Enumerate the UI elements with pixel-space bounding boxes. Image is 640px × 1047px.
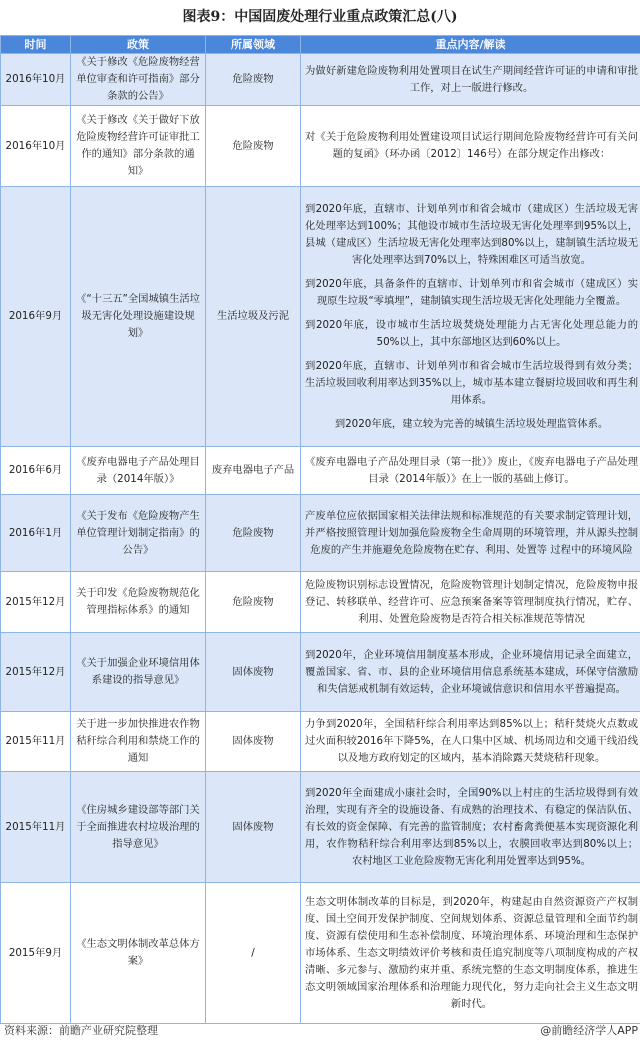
cell-field: 固体废物 bbox=[206, 772, 301, 883]
cell-content bbox=[301, 633, 640, 712]
content-paragraph: 《废弃电器电子产品处理目录（第一批）》废止，《废弃电器电子产品处理目录（2014年版）》在上一版的基础上修订。 bbox=[305, 455, 638, 485]
content-paragraph: 产废单位应依据国家相关法律法规和标准规范的有关要求制定管理计划，并严格按照管理计划加强危险废物全生命周期的环境管理，并从源头控制危废的产生并施避免危险废物在贮存、利用、处置等 过程中的环境风险 bbox=[305, 509, 638, 556]
cell-field: 危险废物 bbox=[206, 572, 301, 633]
content-paragraph: 力争到2020年，全国秸秆综合利用率达到85%以上；秸秆焚烧火点数或过火面积较2016年下降5%，在人口集中区域、机场周边和交通干线沿线以及地方政府划定的区域内，基本消除露天焚烧秸秆现象。 bbox=[305, 718, 638, 764]
content-paragraph: 到2020年底，直辖市、计划单列市和省会城市（建成区）生活垃圾无害化处理率达到100%；其他设市城市生活垃圾无害化处理率到95%以上，县城（建成区）生活垃圾无害化处理率达到80%以上，建制镇生活垃圾无害化处理率达到70%以上，特殊困难区可适当放宽。 bbox=[305, 202, 638, 266]
source-note: 资料来源：前瞻产业研究院整理 bbox=[4, 1024, 158, 1037]
header-content: 重点内容/解读 bbox=[301, 36, 640, 54]
page-title: 图表9：中国固废处理行业重点政策汇总(八) bbox=[182, 9, 458, 25]
cell-policy: 《关于修改《危险废物经营单位审查和许可指南》部分条款的公告》 bbox=[71, 54, 206, 106]
cell-content bbox=[301, 772, 640, 883]
cell-field: 危险废物 bbox=[206, 495, 301, 572]
cell-field: 危险废物 bbox=[206, 106, 301, 187]
content-paragraph: 对《关于危险废物利用处置建设项目试运行期间危险废物经营许可有关问题的复函》（环办函〔2012〕146号）在部分规定作出修改： bbox=[305, 131, 638, 160]
cell-policy: 《关于发布《危险废物产生单位管理计划制定指南》的公告》 bbox=[71, 495, 206, 572]
cell-time: 2016年10月 bbox=[1, 106, 71, 187]
cell-field: 固体废物 bbox=[206, 712, 301, 772]
table-row bbox=[1, 572, 640, 633]
brand-credit: @前瞻经济学人APP bbox=[540, 1024, 638, 1037]
cell-policy: 关于印发《危险废物规范化管理指标体系》的通知 bbox=[71, 572, 206, 633]
content-paragraph: 到2020年底，直辖市、计划单列市和省会城市生活垃圾得到有效分类；生活垃圾回收利用率达到35%以上，城市基本建立餐厨垃圾回收和再生利用体系。 bbox=[305, 359, 638, 406]
cell-content bbox=[301, 187, 640, 447]
content-paragraph: 生态文明体制改革的目标是，到2020年，构建起由自然资源资产产权制度、国土空间开发保护制度、空间规划体系、资源总量管理和全面节约制度、资源有偿使用和生态补偿制度、环境治理体系、环境治理和生态保护市场体系、生态文明绩效评价考核和责任追究制度等八项制度构成的产权清晰、多元参与、激励约束并重、系统完整的生态文明制度体系，推进生态文明领域国家治理体系和治理能力现代化，努力走向社会主义生态文明新时代。 bbox=[305, 895, 638, 1010]
cell-time: 2016年6月 bbox=[1, 447, 71, 495]
cell-content bbox=[301, 712, 640, 772]
content-paragraph: 到2020年，企业环境信用制度基本形成，企业环境信用记录全面建立，覆盖国家、省、市、县的企业环境信用信息系统基本建成，环保守信激励和失信惩戒机制有效运转，企业环境诚信意识和信用水平普遍提高。 bbox=[305, 648, 638, 695]
cell-policy: 《关于加强企业环境信用体系建设的指导意见》 bbox=[71, 633, 206, 712]
cell-content bbox=[301, 54, 640, 106]
cell-field: 废弃电器电子产品 bbox=[206, 447, 301, 495]
cell-time: 2015年12月 bbox=[1, 633, 71, 712]
cell-field: 危险废物 bbox=[206, 54, 301, 106]
table-row bbox=[1, 187, 640, 447]
table-row bbox=[1, 495, 640, 572]
table-row bbox=[1, 712, 640, 772]
content-paragraph: 到2020年底，建立较为完善的城镇生活垃圾处理监管体系。 bbox=[334, 417, 609, 430]
content-paragraph: 危险废物识别标志设置情况，危险废物管理计划制定情况，危险废物申报登记、转移联单、经营许可、应急预案备案等管理制度执行情况，贮存、利用、处置危险废物是否符合相关标准规范等情况 bbox=[305, 578, 638, 625]
content-paragraph: 到2020年全面建成小康社会时，全国90%以上村庄的生活垃圾得到有效治理，实现有齐全的设施设备、有成熟的治理技术、有稳定的保洁队伍、有长效的资金保障、有完善的监管制度；农村畜禽粪便基本实现资源化利用，农作物秸秆综合利用率达到85%以上，农膜回收率达到80%以上；农村地区工业危险废物无害化利用处置率达到95%。 bbox=[305, 786, 638, 867]
cell-time: 2016年10月 bbox=[1, 54, 71, 106]
cell-field: 生活垃圾及污泥 bbox=[206, 187, 301, 447]
cell-content bbox=[301, 572, 640, 633]
cell-content bbox=[301, 447, 640, 495]
cell-time: 2015年11月 bbox=[1, 712, 71, 772]
content-paragraph: 到2020年底，设市城市生活垃圾焚烧处理能力占无害化处理总能力的50%以上，其中东部地区达到60%以上。 bbox=[305, 318, 638, 348]
cell-content bbox=[301, 883, 640, 1024]
table-row bbox=[1, 633, 640, 712]
content-paragraph: 到2020年底，具备条件的直辖市、计划单列市和省会城市（建成区）实现原生垃圾“零填埋”，建制镇实现生活垃圾无害化处理能力全覆盖。 bbox=[305, 277, 638, 307]
policy-table bbox=[0, 35, 640, 1024]
table-row bbox=[1, 54, 640, 106]
cell-field: 固体废物 bbox=[206, 633, 301, 712]
table-row bbox=[1, 447, 640, 495]
content-paragraph: 为做好新建危险废物利用处置项目在试生产期间经营许可证的申请和审批工作，对上一版进行修改。 bbox=[305, 64, 638, 94]
cell-policy: 《废弃电器电子产品处理目录（2014年版）》 bbox=[71, 447, 206, 495]
cell-policy: 《住房城乡建设部等部门关于全面推进农村垃圾治理的指导意见》 bbox=[71, 772, 206, 883]
table-header bbox=[1, 36, 640, 54]
table-row bbox=[1, 106, 640, 187]
table-row bbox=[1, 883, 640, 1024]
cell-time: 2016年1月 bbox=[1, 495, 71, 572]
cell-policy: 《关于修改《关于做好下放危险废物经营许可证审批工作的通知》部分条款的通知》 bbox=[71, 106, 206, 187]
header-field: 所属领域 bbox=[206, 36, 301, 54]
header-policy: 政策 bbox=[71, 36, 206, 54]
cell-time: 2016年9月 bbox=[1, 187, 71, 447]
cell-policy: 《“十三五”全国城镇生活垃圾无害化处理设施建设规划》 bbox=[71, 187, 206, 447]
cell-content bbox=[301, 495, 640, 572]
header-time: 时间 bbox=[1, 36, 71, 54]
table-row bbox=[1, 772, 640, 883]
cell-content bbox=[301, 106, 640, 187]
cell-time: 2015年9月 bbox=[1, 883, 71, 1024]
cell-policy: 《生态文明体制改革总体方案》 bbox=[71, 883, 206, 1024]
cell-field: / bbox=[206, 883, 301, 1024]
cell-time: 2015年12月 bbox=[1, 572, 71, 633]
cell-time: 2015年11月 bbox=[1, 772, 71, 883]
cell-policy: 关于进一步加快推进农作物秸秆综合利用和禁烧工作的通知 bbox=[71, 712, 206, 772]
